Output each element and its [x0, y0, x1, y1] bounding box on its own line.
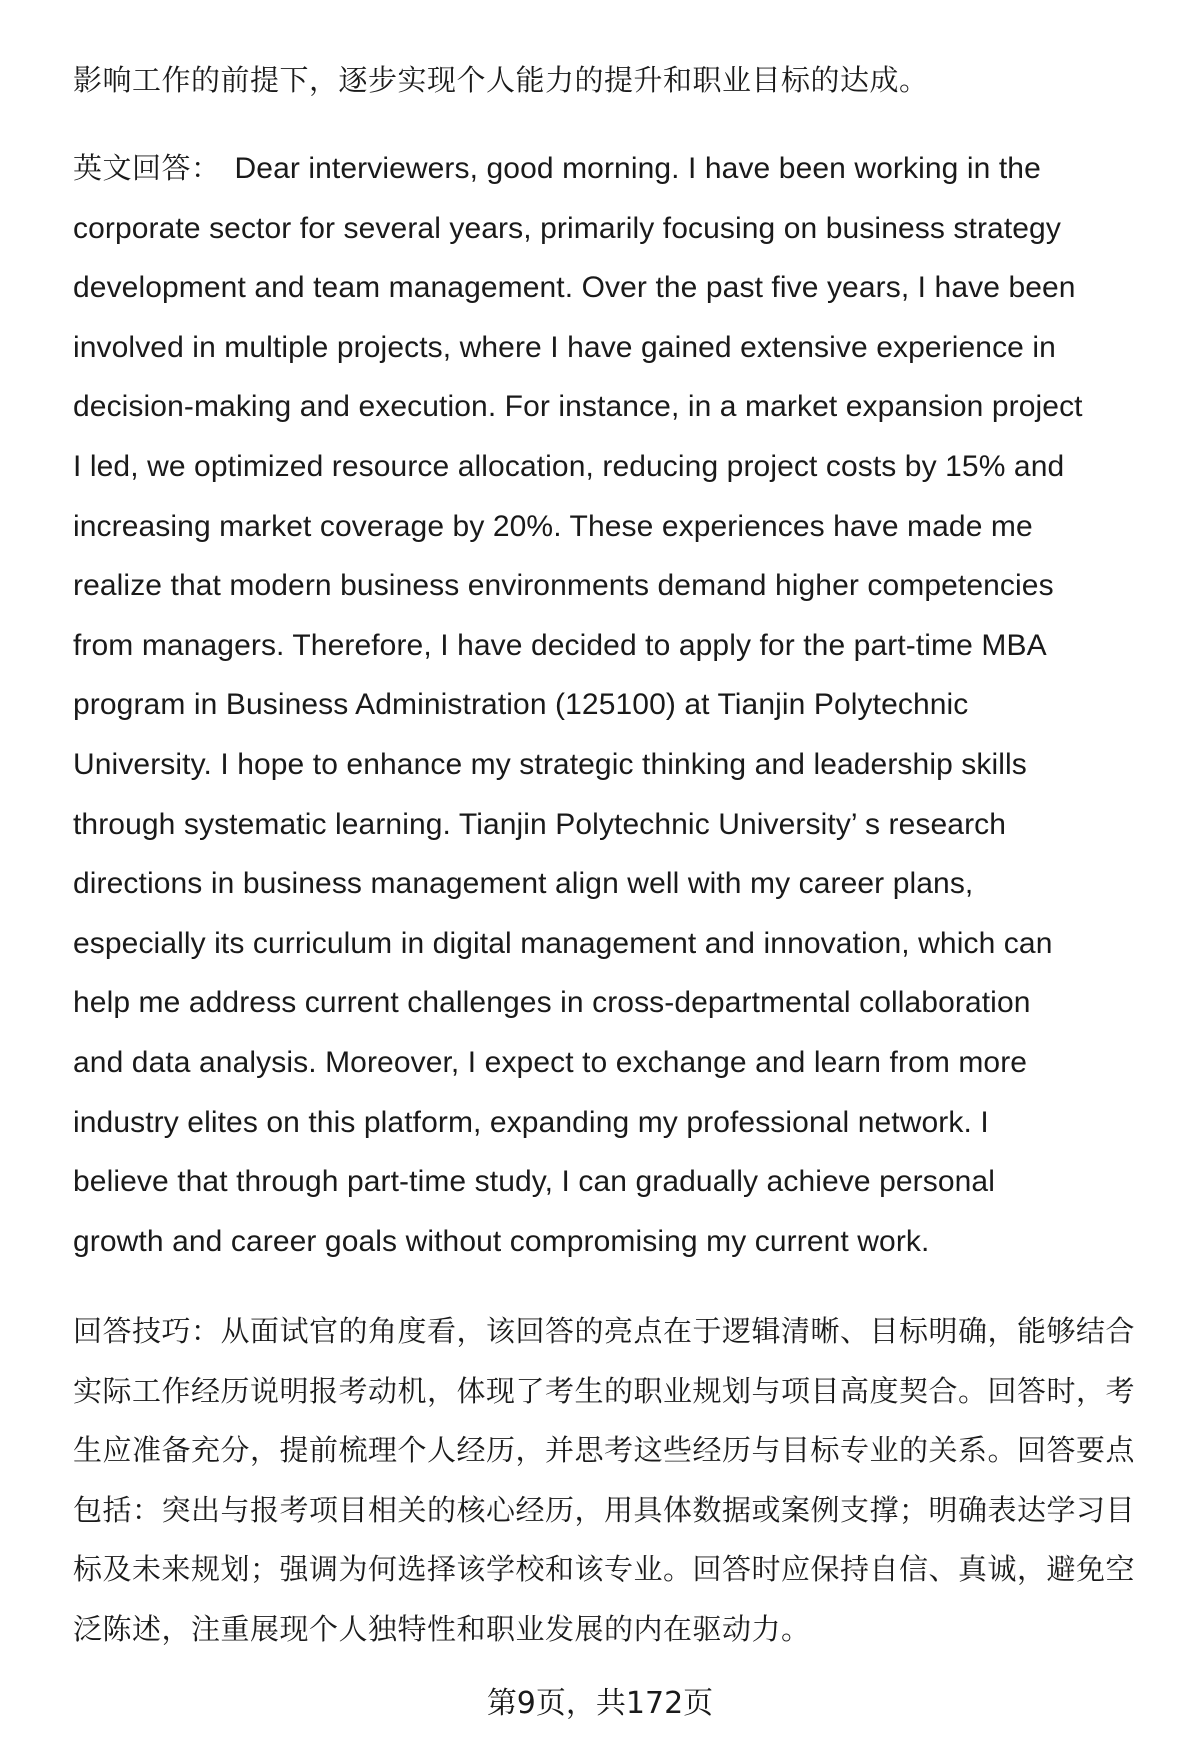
english-answer-text: increasing market coverage by 20%. These experiences have made me	[73, 509, 1033, 543]
english-answer-line	[73, 568, 1054, 604]
answer-tips-line: 包括：突出与报考项目相关的核心经历，用具体数据或案例支撑；明确表达学习目	[73, 1492, 1136, 1527]
english-answer-line	[73, 687, 968, 723]
english-answer-text: decision-making and execution. For instance, in a market expansion project	[73, 390, 1083, 424]
english-answer-text: especially its curriculum in digital management and innovation, which can	[73, 926, 1053, 960]
answer-tips-line: 泛陈述，注重展现个人独特性和职业发展的内在驱动力。	[73, 1612, 811, 1646]
english-answer-text: through systematic learning. Tianjin Polytechnic University’ s research	[73, 807, 1007, 841]
english-answer-text: and data analysis. Moreover, I expect to exchange and learn from more	[73, 1046, 1028, 1079]
english-answer-line	[73, 985, 1031, 1021]
english-answer-text: corporate sector for several years, primarily focusing on business strategy	[73, 211, 1061, 245]
english-answer-text: Dear interviewers, good morning. I have been working in the	[234, 152, 1041, 185]
english-answer-text: program in Business Administration (125100) at Tianjin Polytechnic	[73, 688, 969, 722]
english-answer-line	[73, 211, 1061, 247]
english-answer-line	[73, 449, 1064, 485]
english-answer-text: industry elites on this platform, expanding my professional network. I	[73, 1105, 989, 1139]
english-answer-line	[73, 1045, 1027, 1081]
english-answer-text: growth and career goals without compromising my current work.	[73, 1224, 930, 1258]
answer-tips-line: 标及未来规划；强调为何选择该学校和该专业。回答时应保持自信、真诚，避免空	[73, 1552, 1136, 1587]
english-answer-text: involved in multiple projects, where I have gained extensive experience in	[73, 330, 1056, 364]
english-answer-text: from managers. Therefore, I have decided to apply for the part-time MBA	[73, 628, 1047, 662]
english-answer-text: University. I hope to enhance my strategic thinking and leadership skills	[73, 748, 1027, 781]
english-answer-line	[73, 1105, 989, 1141]
english-answer-text: realize that modern business environments demand higher competencies	[73, 569, 1054, 603]
page-number: 第9页，共172页	[486, 1686, 714, 1721]
answer-tips-line: 生应准备充分，提前梳理个人经历，并思考这些经历与目标专业的关系。回答要点	[73, 1433, 1136, 1468]
english-answer-line	[73, 270, 1076, 306]
intro-tail-text: 影响工作的前提下，逐步实现个人能力的提升和职业目标的达成。	[73, 63, 929, 97]
english-answer-line	[73, 747, 1027, 783]
english-answer-line	[73, 628, 1047, 664]
answer-tips-line: 回答技巧：从面试官的角度看，该回答的亮点在于逻辑清晰、目标明确，能够结合	[73, 1314, 1136, 1348]
english-answer-text: believe that through part-time study, I can gradually achieve personal	[73, 1165, 995, 1199]
english-answer-line	[73, 389, 1083, 425]
english-answer-line	[73, 807, 1006, 843]
english-answer-line	[73, 330, 1056, 366]
english-answer-text: development and team management. Over the past five years, I have been	[73, 271, 1076, 305]
english-answer-line	[73, 151, 1041, 187]
answer-tips-line: 实际工作经历说明报考动机，体现了考生的职业规划与项目高度契合。回答时，考	[73, 1373, 1136, 1408]
english-answer-text: I led, we optimized resource allocation, reducing project costs by 15% and	[73, 450, 1065, 483]
english-answer-line	[73, 1164, 995, 1200]
english-answer-text: help me address current challenges in cross-departmental collaboration	[73, 986, 1031, 1020]
english-answer-line	[73, 509, 1033, 545]
english-answer-text: directions in business management align well with my career plans,	[73, 867, 974, 901]
english-answer-label: 英文回答：	[73, 153, 221, 185]
english-answer-line	[73, 1224, 929, 1260]
english-answer-line	[73, 866, 973, 902]
english-answer-line	[73, 926, 1052, 962]
